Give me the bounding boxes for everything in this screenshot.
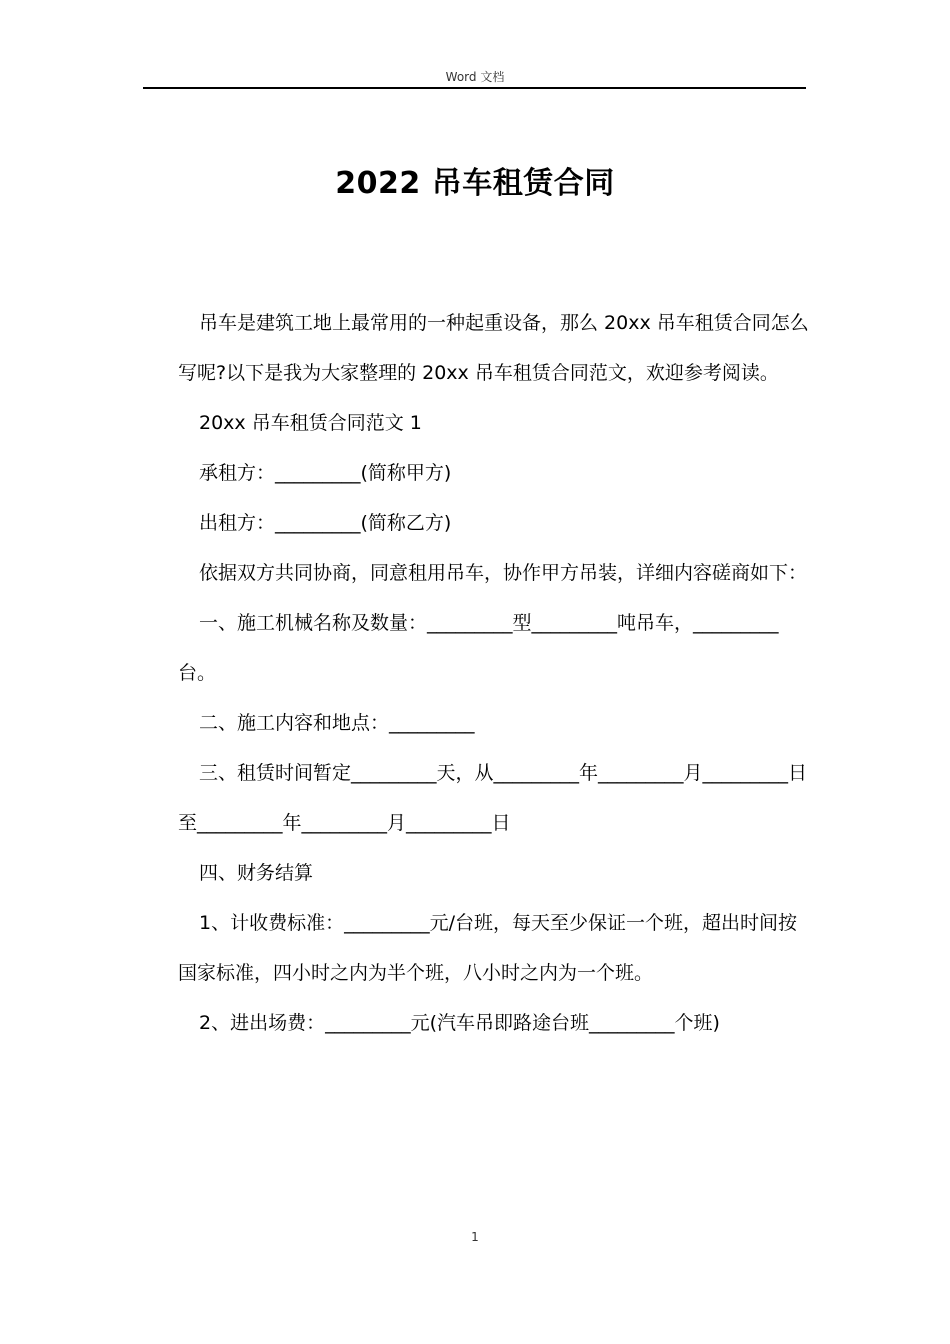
page-header: Word 文档 [445,70,505,84]
paragraph-entry-fee: 2、进出场费：_________元(汽车吊即路途台班_________个班) [199,1012,720,1034]
document-title: 2022 吊车租赁合同 [335,166,615,201]
paragraph-clause-3: 三、租赁时间暂定_________天，从_________年_________月_________日至_________年_________月_________日 [178,762,808,834]
paragraph-section-heading: 20xx 吊车租赁合同范文 1 [199,412,422,434]
document-body [178,298,810,1048]
page-number: 1 [471,1230,479,1244]
paragraph-lessee: 承租方：_________(简称甲方) [199,462,452,484]
paragraph-lessor: 出租方：_________(简称乙方) [199,512,452,534]
paragraph-clause-2: 二、施工内容和地点：_________ [199,712,475,734]
paragraph-clause-1: 一、施工机械名称及数量：_________型_________吨吊车，_________台。 [178,612,779,684]
header-divider [143,87,806,89]
paragraph-clause-4: 四、财务结算 [199,862,314,884]
paragraph-intro: 吊车是建筑工地上最常用的一种起重设备，那么 20xx 吊车租赁合同怎么写呢?以下是我为大家整理的 20xx 吊车租赁合同范文，欢迎参考阅读。 [178,312,809,384]
paragraph-fee-standard: 1、计收费标准：_________元/台班，每天至少保证一个班，超出时间按国家标准，四小时之内为半个班，八小时之内为一个班。 [178,912,797,984]
paragraph-agreement: 依据双方共同协商，同意租用吊车，协作甲方吊装，详细内容磋商如下： [199,562,808,584]
